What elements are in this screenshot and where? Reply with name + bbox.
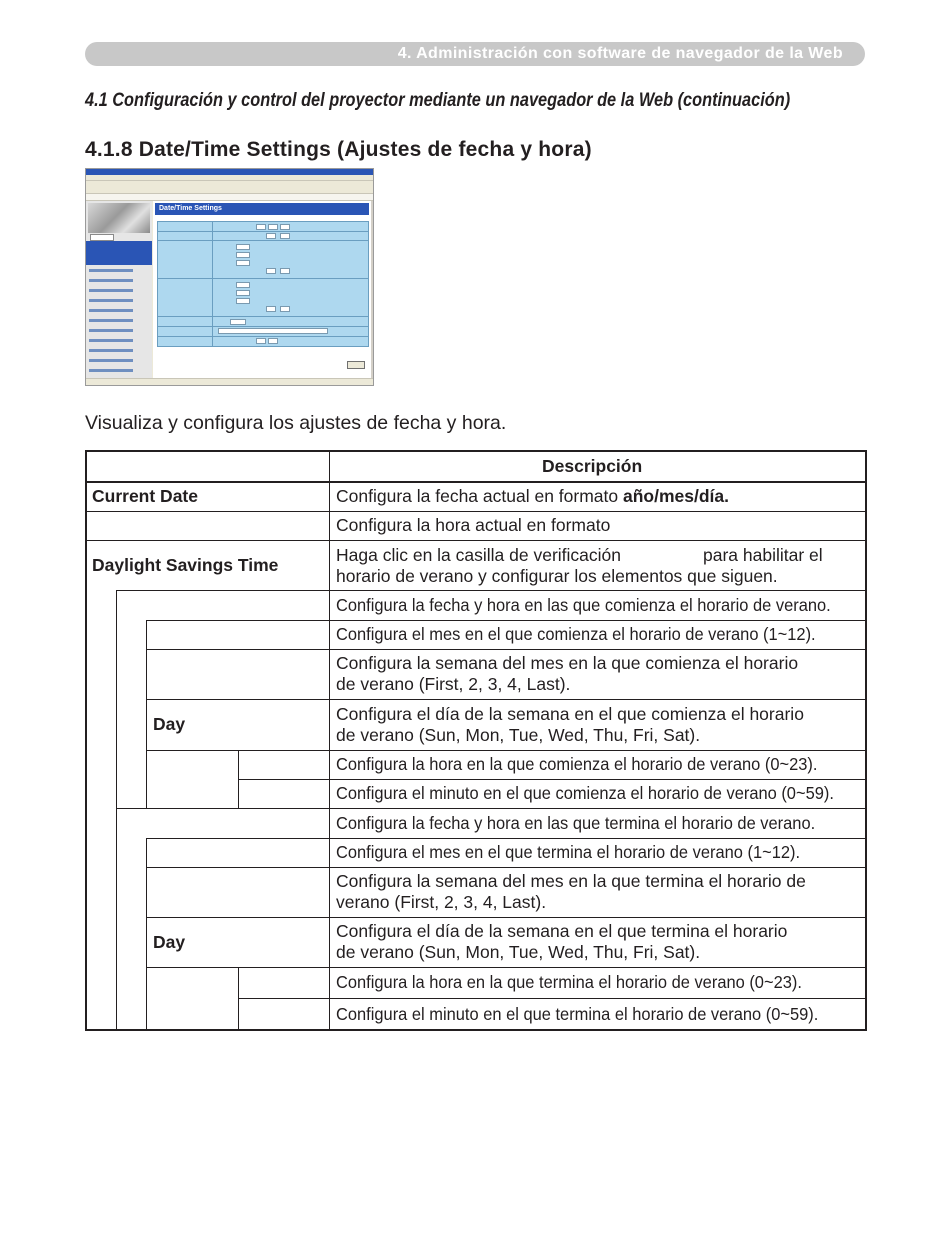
screenshot-scrollbar	[371, 201, 373, 379]
screenshot-field	[236, 244, 250, 250]
row-line	[146, 699, 867, 700]
item-daylight-savings-time: Daylight Savings Time	[92, 555, 279, 575]
table-border-left	[85, 450, 87, 1031]
subsection-subtitle: 4.1 Configuración y control del proyector mediante un navegador de la Web (continuación)	[85, 90, 791, 111]
screenshot-logout-button	[90, 234, 114, 241]
screenshot-sidebar	[86, 201, 152, 379]
indent-line-3b	[238, 967, 239, 1031]
screenshot-field	[280, 268, 290, 274]
item-end-day: Day	[153, 932, 186, 952]
row-line	[116, 808, 867, 809]
desc-dst-line1b: para habilitar el	[703, 545, 823, 565]
screenshot-apply-button	[347, 361, 365, 369]
row-line	[238, 998, 867, 999]
settings-screenshot	[85, 168, 374, 386]
desc-end-minute: Configura el minuto en el que termina el horario de verano (0~59).	[336, 1004, 819, 1024]
browser-statusbar	[86, 378, 373, 385]
screenshot-heading: Date/Time Settings	[159, 205, 222, 212]
row-line	[146, 967, 867, 968]
desc-start-week-line2: de verano (First, 2, 3, 4, Last).	[336, 674, 571, 694]
screenshot-field	[236, 282, 250, 288]
browser-toolbar	[86, 181, 373, 194]
desc-end-hour: Configura la hora en la que termina el horario de verano (0~23).	[336, 972, 802, 992]
screenshot-nav-item	[89, 369, 133, 372]
desc-end-day-line2: de verano (Sun, Mon, Tue, Wed, Thu, Fri, Sat).	[336, 942, 701, 962]
screenshot-field	[256, 224, 266, 230]
row-line	[146, 867, 867, 868]
screenshot-field	[256, 338, 266, 344]
row-line	[85, 481, 867, 483]
desc-end-month: Configura el mes en el que termina el horario de verano (1~12).	[336, 842, 801, 862]
desc-current-date-format: año/mes/día.	[622, 486, 729, 506]
description-column-header: Descripción	[542, 456, 643, 476]
desc-start-day-line1: Configura el día de la semana en el que comienza el horario	[336, 704, 804, 724]
row-line	[146, 838, 867, 839]
table-border-top	[85, 450, 867, 452]
screenshot-grid-row	[158, 326, 368, 327]
screenshot-field	[268, 338, 278, 344]
desc-start-week-line1: Configura la semana del mes en la que comienza el horario	[336, 653, 799, 673]
screenshot-nav-item	[89, 309, 133, 312]
screenshot-field	[236, 290, 250, 296]
projector-photo	[88, 203, 150, 233]
row-line	[146, 649, 867, 650]
screenshot-field	[280, 306, 290, 312]
screenshot-grid-row	[158, 336, 368, 337]
screenshot-nav-item	[89, 359, 133, 362]
intro-text: Visualiza y configura los ajustes de fecha y hora.	[85, 412, 507, 434]
screenshot-nav-item	[89, 349, 133, 352]
column-divider	[329, 450, 330, 1031]
row-line	[146, 750, 867, 751]
desc-start: Configura la fecha y hora en las que comienza el horario de verano.	[336, 595, 831, 615]
desc-current-date	[336, 486, 729, 507]
item-start-day: Day	[153, 714, 186, 734]
screenshot-field	[230, 319, 246, 325]
item-current-date: Current Date	[92, 486, 198, 506]
screenshot-heading-bar	[155, 203, 369, 215]
screenshot-nav-item	[89, 279, 133, 282]
screenshot-field	[236, 260, 250, 266]
indent-line-1	[116, 590, 117, 1031]
row-line	[85, 540, 867, 541]
screenshot-field	[266, 268, 276, 274]
browser-address-bar	[86, 194, 373, 201]
desc-start-minute: Configura el minuto en el que comienza el horario de verano (0~59).	[336, 783, 834, 803]
desc-dst-line1a: Haga clic en la casilla de verificación	[336, 545, 621, 565]
section-title: 4.1.8 Date/Time Settings (Ajustes de fecha y hora)	[85, 138, 592, 161]
table-border-bottom	[85, 1029, 867, 1031]
desc-end-week-line1: Configura la semana del mes en la que termina el horario de	[336, 871, 806, 891]
screenshot-grid-row	[158, 231, 368, 232]
desc-start-day-line2: de verano (Sun, Mon, Tue, Wed, Thu, Fri, Sat).	[336, 725, 701, 745]
desc-dst-line2: horario de verano y configurar los elementos que siguen.	[336, 566, 778, 586]
screenshot-field	[280, 224, 290, 230]
row-line	[116, 590, 867, 591]
desc-current-time: Configura la hora actual en formato	[336, 515, 611, 535]
screenshot-nav-item	[89, 319, 133, 322]
screenshot-field	[266, 233, 276, 239]
desc-start-month: Configura el mes en el que comienza el horario de verano (1~12).	[336, 624, 816, 644]
screenshot-nav-item	[89, 299, 133, 302]
screenshot-field	[280, 233, 290, 239]
screenshot-nav-item	[89, 289, 133, 292]
running-header	[85, 42, 865, 66]
desc-end: Configura la fecha y hora en las que termina el horario de verano.	[336, 813, 816, 833]
screenshot-nav-item	[89, 329, 133, 332]
screenshot-field	[236, 252, 250, 258]
desc-current-date-text: Configura la fecha actual en formato	[336, 486, 623, 506]
screenshot-main	[153, 201, 371, 379]
screenshot-grid-row	[158, 316, 368, 317]
screenshot-grid-row	[158, 240, 368, 241]
desc-end-day-line1: Configura el día de la semana en el que termina el horario	[336, 921, 788, 941]
screenshot-field	[236, 298, 250, 304]
screenshot-settings-panel	[157, 221, 369, 347]
row-line	[238, 779, 867, 780]
screenshot-nav-item	[89, 269, 133, 272]
row-line	[146, 917, 867, 918]
chapter-title: 4. Administración con software de navegador de la Web	[397, 45, 843, 62]
screenshot-field	[266, 306, 276, 312]
row-line	[146, 620, 867, 621]
row-line	[85, 511, 867, 512]
screenshot-nav-highlight	[86, 241, 152, 265]
screenshot-field	[218, 328, 328, 334]
screenshot-field	[268, 224, 278, 230]
screenshot-nav-item	[89, 339, 133, 342]
screenshot-grid-row	[158, 278, 368, 279]
desc-end-week-line2: verano (First, 2, 3, 4, Last).	[336, 892, 547, 912]
desc-start-hour: Configura la hora en la que comienza el horario de verano (0~23).	[336, 754, 818, 774]
table-border-right	[865, 450, 867, 1031]
